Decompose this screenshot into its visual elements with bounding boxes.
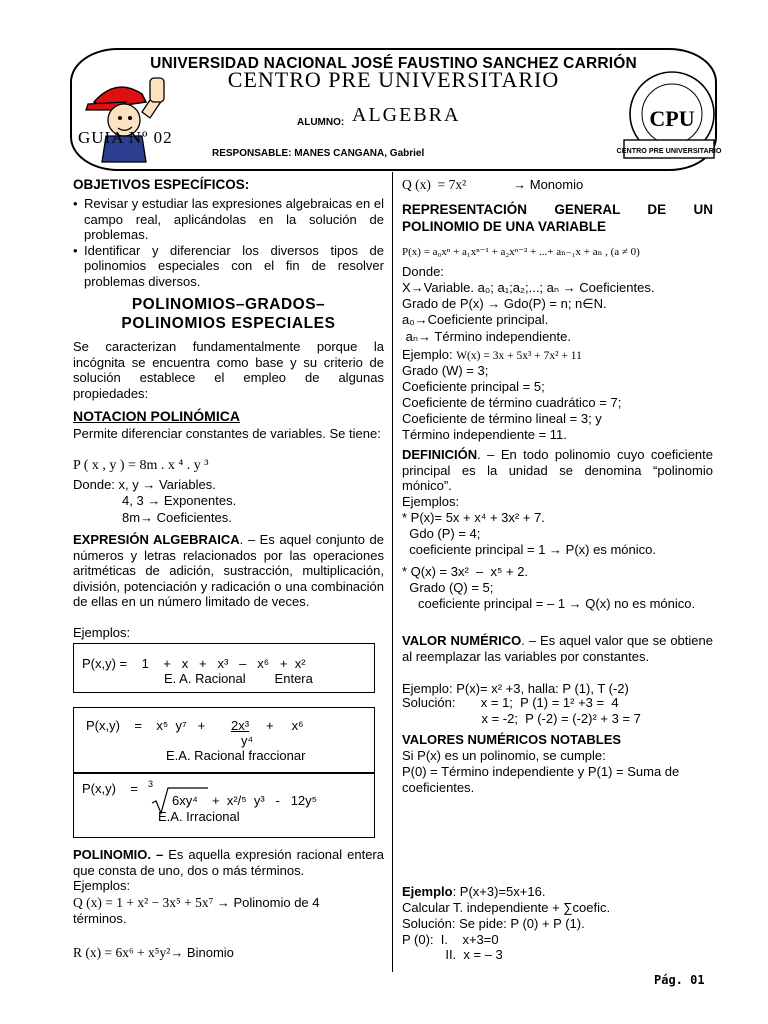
q-polynomial-line bbox=[73, 895, 384, 911]
definicion-title: DEFINICIÓN bbox=[402, 447, 478, 462]
notables-line: P(0) = Término independiente y P(1) = Suma de coeficientes. bbox=[402, 764, 680, 795]
objetivo-item: • Identificar y diferenciar los diversos tipos de polinomios especiales con el fin de resolver problemas diversos. bbox=[73, 243, 384, 290]
course-name: ALGEBRA bbox=[352, 104, 461, 126]
expresion-title: EXPRESIÓN ALGEBRAICA bbox=[73, 532, 240, 547]
r-formula: R (x) = 6x⁶ + x⁵y² bbox=[73, 945, 171, 960]
valor-line: x = -2; P (-2) = (-2)² + 3 = 7 bbox=[402, 711, 641, 726]
mascot-boy-illustration bbox=[76, 72, 172, 164]
box3-lhs: P(x,y) = bbox=[82, 781, 138, 796]
box3-radicand: 6xy⁴ bbox=[172, 793, 198, 808]
section-title-1: POLINOMIOS–GRADOS– bbox=[131, 296, 326, 313]
w-property: Coeficiente principal = 5; bbox=[402, 379, 545, 394]
w-property: Término independiente = 11. bbox=[402, 427, 567, 442]
box2-lhs: P(x,y) = x⁵ y⁷ + bbox=[86, 718, 206, 733]
rep-line: X→Variable. a₀; a₁;a₂;...; aₙ → Coeficientes. bbox=[402, 280, 655, 295]
example-box-racional-fraccionaria bbox=[73, 707, 375, 773]
monomio-formula: Q (x) = 7x² bbox=[402, 177, 467, 192]
box2-rest: + x⁶ bbox=[266, 718, 304, 733]
ejemplo2-line bbox=[402, 884, 713, 900]
guia-number: GUIA Nº 02 bbox=[78, 128, 173, 147]
polinomio-ejemplos: Ejemplos: bbox=[73, 878, 131, 893]
objetivos-title: OBJETIVOS ESPECÍFICOS: bbox=[73, 177, 250, 192]
valor-paragraph bbox=[402, 633, 713, 664]
responsable: RESPONSABLE: MANES CANGANA, Gabriel bbox=[212, 148, 425, 159]
w-property: Coeficiente de término cuadrático = 7; bbox=[402, 395, 622, 410]
monomio-result: → Monomio bbox=[513, 177, 584, 192]
valor-text: . – Es aquel valor que se obtiene al reemplazar las variables por constantes. bbox=[402, 633, 713, 664]
definicion-paragraph bbox=[402, 447, 713, 494]
valor-line: Solución: x = 1; P (1) = 1² +3 = 4 bbox=[402, 695, 619, 710]
def-line: coeficiente principal = 1 → P(x) es mónico. bbox=[402, 542, 656, 557]
university-name: UNIVERSIDAD NACIONAL JOSÉ FAUSTINO SANCHEZ CARRIÓN bbox=[150, 55, 637, 72]
page-number: Pág. 01 bbox=[654, 973, 705, 987]
cpu-seal-logo bbox=[616, 70, 722, 166]
ejemplo2-step: Solución: Se pide: P (0) + P (1). bbox=[402, 916, 585, 931]
q-result-cont: términos. bbox=[73, 911, 127, 926]
svg-text:CENTRO PRE UNIVERSITARIO: CENTRO PRE UNIVERSITARIO bbox=[616, 146, 722, 155]
valor-line: Ejemplo: P(x)= x² +3, halla: P (1), T (-2) bbox=[402, 681, 629, 696]
notacion-title: NOTACION POLINÓMICA bbox=[73, 408, 240, 424]
polinomio-title: POLINOMIO. – bbox=[73, 847, 164, 862]
intro-paragraph: Se caracterizan fundamentalmente porque la incógnita se encuentra como base y su criterio de solución establece el empleo de algunas propiedades: bbox=[73, 339, 384, 401]
w-property: Grado (W) = 3; bbox=[402, 363, 489, 378]
def-line: * Q(x) = 3x² – x⁵ + 2. bbox=[402, 564, 529, 579]
ejemplo2-text: : P(x+3)=5x+16. bbox=[452, 884, 546, 899]
monomio-line bbox=[402, 177, 713, 193]
box1-type: E. A. Racional Entera bbox=[164, 671, 313, 686]
donde-coeficientes: 8m→ Coeficientes. bbox=[122, 510, 232, 525]
svg-text:CPU: CPU bbox=[649, 106, 695, 131]
ejemplo2-step: II. x = – 3 bbox=[402, 947, 503, 962]
def-line: Gdo (P) = 4; bbox=[402, 526, 481, 541]
polinomio-paragraph bbox=[73, 847, 384, 878]
rep-line: aₙ→ Término independiente. bbox=[402, 329, 571, 344]
notables-title: VALORES NUMÉRICOS NOTABLES bbox=[402, 732, 622, 747]
def-line: * P(x)= 5x + x⁴ + 3x² + 7. bbox=[402, 510, 545, 525]
definicion-text: . – En todo polinomio cuyo coeficiente principal es la unidad se denomina “polinomio mónico”. bbox=[402, 447, 713, 493]
objetivo-item: • Revisar y estudiar las expresiones algebraicas en el campo real, aplicándolas en la solución de problemas. bbox=[73, 196, 384, 243]
center-name: CENTRO PRE UNIVERSITARIO bbox=[227, 67, 560, 92]
example-box-irracional bbox=[73, 773, 375, 838]
expresion-paragraph bbox=[73, 532, 384, 610]
objetivos-list bbox=[73, 196, 384, 289]
representacion-title: REPRESENTACIÓN GENERAL DE UN POLINOMIO DE UNA VARIABLE bbox=[402, 202, 713, 234]
notables-line: Si P(x) es un polinomio, se cumple: bbox=[402, 748, 606, 763]
def-line: Grado (Q) = 5; bbox=[402, 580, 494, 595]
box3-root-index: 3 bbox=[148, 779, 154, 789]
r-polynomial-line bbox=[73, 945, 384, 961]
ejemplo-label: Ejemplo: bbox=[402, 347, 453, 362]
donde-label: Donde: bbox=[402, 264, 444, 279]
notacion-text: Permite diferenciar constantes de variables. Se tiene: bbox=[73, 426, 381, 441]
r-result: → Binomio bbox=[170, 945, 234, 960]
w-formula: W(x) = 3x + 5x³ + 7x² + 11 bbox=[456, 350, 582, 362]
valor-title: VALOR NUMÉRICO bbox=[402, 633, 522, 648]
q-formula: Q (x) = 1 + x² − 3x⁵ + 5x⁷ bbox=[73, 895, 214, 910]
representacion-formula: P(x) = a₀xⁿ + a₁xⁿ⁻¹ + a₂xⁿ⁻² + ...+ aₙ₋₁x + aₙ , (a ≠ 0) bbox=[402, 246, 640, 258]
rep-line: a₀→Coeficiente principal. bbox=[402, 312, 549, 327]
def-q-coef: coeficiente principal = – 1 → Q(x) no es mónico. bbox=[418, 596, 696, 611]
q-result: → Polinomio de 4 bbox=[213, 895, 320, 910]
rep-line: Grado de P(x) → Gdo(P) = n; n∈N. bbox=[402, 296, 607, 311]
ejemplo-w-line bbox=[402, 347, 713, 365]
box2-denominator: y⁴ bbox=[241, 733, 254, 748]
donde-variables: Donde: x, y → Variables. bbox=[73, 477, 216, 492]
expresion-text: . – Es aquel conjunto de números y letras relacionados por las operaciones aritméticas de adición, sustracción, multiplicación, división, potenciación y radicación o una combinación de ellas en un número limitado de veces. bbox=[73, 532, 384, 609]
example-box-racional-entera bbox=[73, 643, 375, 693]
box2-type: E.A. Racional fraccionar bbox=[166, 748, 306, 763]
column-divider bbox=[392, 172, 393, 972]
ejemplo2-step: Calcular T. independiente + ∑coefic. bbox=[402, 900, 611, 915]
ejemplo2-step: P (0): I. x+3=0 bbox=[402, 932, 499, 947]
polinomio-text: Es aquella expresión racional entera que consta de uno, dos o más términos. bbox=[73, 847, 384, 878]
notacion-formula: P ( x , y ) = 8m . x ⁴ . y ³ bbox=[73, 458, 209, 473]
box3-type: E.A. Irracional bbox=[158, 809, 240, 824]
w-property: Coeficiente de término lineal = 3; y bbox=[402, 411, 602, 426]
box3-rest: + x²/⁵ y³ - 12y⁵ bbox=[212, 793, 318, 808]
box1-expression: P(x,y) = 1 + x + x³ – x⁶ + x² bbox=[82, 656, 306, 671]
ejemplo2-label: Ejemplo bbox=[402, 884, 453, 899]
alumno-label: ALUMNO: bbox=[297, 117, 345, 128]
box2-numerator: 2x³ bbox=[231, 718, 250, 733]
section-title-2: POLINOMIOS ESPECIALES bbox=[121, 315, 336, 332]
donde-exponentes: 4, 3 → Exponentes. bbox=[122, 493, 237, 508]
ejemplos-label: Ejemplos: bbox=[73, 625, 131, 640]
definicion-ejemplos: Ejemplos: bbox=[402, 494, 460, 509]
